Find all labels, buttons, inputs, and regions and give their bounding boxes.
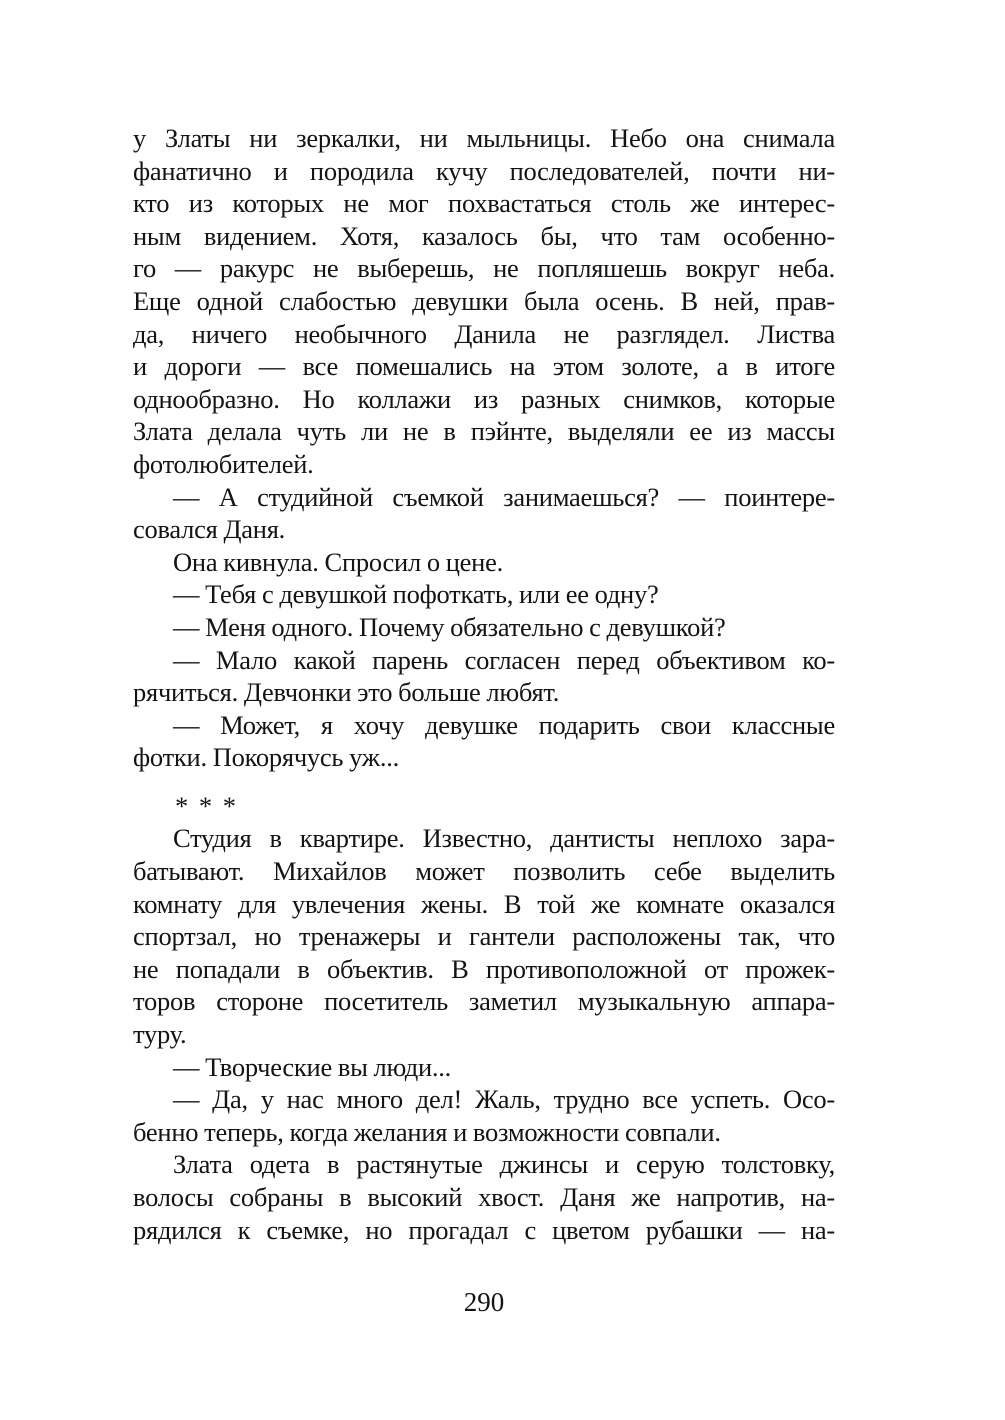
paragraph [133, 481, 835, 546]
text-line: — Да, у нас много дел! Жаль, трудно все успеть. Осо- [173, 1084, 835, 1115]
text-line: — А студийной съемкой занимаешься? — поинтере- [173, 481, 835, 512]
paragraph [133, 546, 835, 579]
text-line: рячиться. Девчонки это больше любят. [133, 677, 560, 708]
text-line: однообразно. Но коллажи из разных снимков, которые [133, 383, 835, 414]
text-line: бенно теперь, когда желания и возможности совпали. [133, 1116, 721, 1147]
text-block [133, 122, 835, 1246]
text-line: спортзал, но тренажеры и гантели расположены так, что [133, 921, 835, 952]
text-line: кто из которых не мог похвастаться столь же интерес- [133, 188, 835, 219]
text-line: фотки. Покорячусь уж... [133, 742, 399, 773]
text-line: Еще одной слабостью девушки была осень. В ней, прав- [133, 285, 835, 316]
paragraph [133, 1051, 835, 1084]
page-number: 290 [463, 1287, 505, 1318]
paragraph [133, 1083, 835, 1148]
text-line: фанатично и породила кучу последователей, почти ни- [133, 155, 835, 186]
paragraph [133, 578, 835, 611]
text-line: и дороги — все помешались на этом золоте, а в итоге [133, 351, 835, 382]
paragraph [133, 1148, 835, 1246]
paragraph [133, 709, 835, 774]
text-line: рядился к съемке, но прогадал с цветом рубашки — на- [133, 1214, 835, 1245]
text-line: — Творческие вы люди... [173, 1051, 452, 1082]
text-line: — Мало какой парень согласен перед объективом ко- [173, 644, 835, 675]
text-line: волосы собраны в высокий хвост. Даня же напротив, на- [133, 1182, 835, 1212]
text-line: Она кивнула. Спросил о цене. [173, 546, 503, 577]
paragraph [133, 122, 835, 481]
text-line: Злата делала чуть ли не в пэйнте, выделяли ее из массы [133, 416, 835, 447]
text-line: у Златы ни зеркалки, ни мыльницы. Небо она снимала [133, 123, 835, 153]
section-separator: * * * [175, 790, 238, 821]
text-line: батывают. Михайлов может позволить себе выделить [133, 856, 835, 887]
paragraph [133, 611, 835, 644]
text-line: го — ракурс не выберешь, не попляшешь вокруг неба. [133, 253, 835, 284]
text-line: комнату для увлечения жены. В той же комнате оказался [133, 888, 835, 919]
paragraph [133, 644, 835, 709]
text-line: ным видением. Хотя, казалось бы, что там особенно- [133, 220, 835, 251]
text-line: не попадали в объектив. В противоположной от прожек- [133, 953, 835, 984]
text-line: торов стороне посетитель заметил музыкальную аппара- [133, 986, 835, 1017]
text-line: туру. [133, 1019, 187, 1050]
text-line: Злата одета в растянутые джинсы и серую толстовку, [173, 1149, 835, 1180]
text-line: Студия в квартире. Известно, дантисты неплохо зара- [173, 823, 835, 854]
paragraph [133, 822, 835, 1050]
text-line: — Тебя с девушкой пофоткать, или ее одну? [173, 579, 659, 610]
text-line: фотолюбителей. [133, 448, 314, 479]
text-line: — Меня одного. Почему обязательно с девушкой? [173, 611, 726, 642]
text-line: да, ничего необычного Данила не разглядел. Листва [133, 318, 835, 349]
text-line: совался Даня. [133, 514, 286, 545]
text-line: — Может, я хочу девушке подарить свои классные [173, 709, 835, 740]
